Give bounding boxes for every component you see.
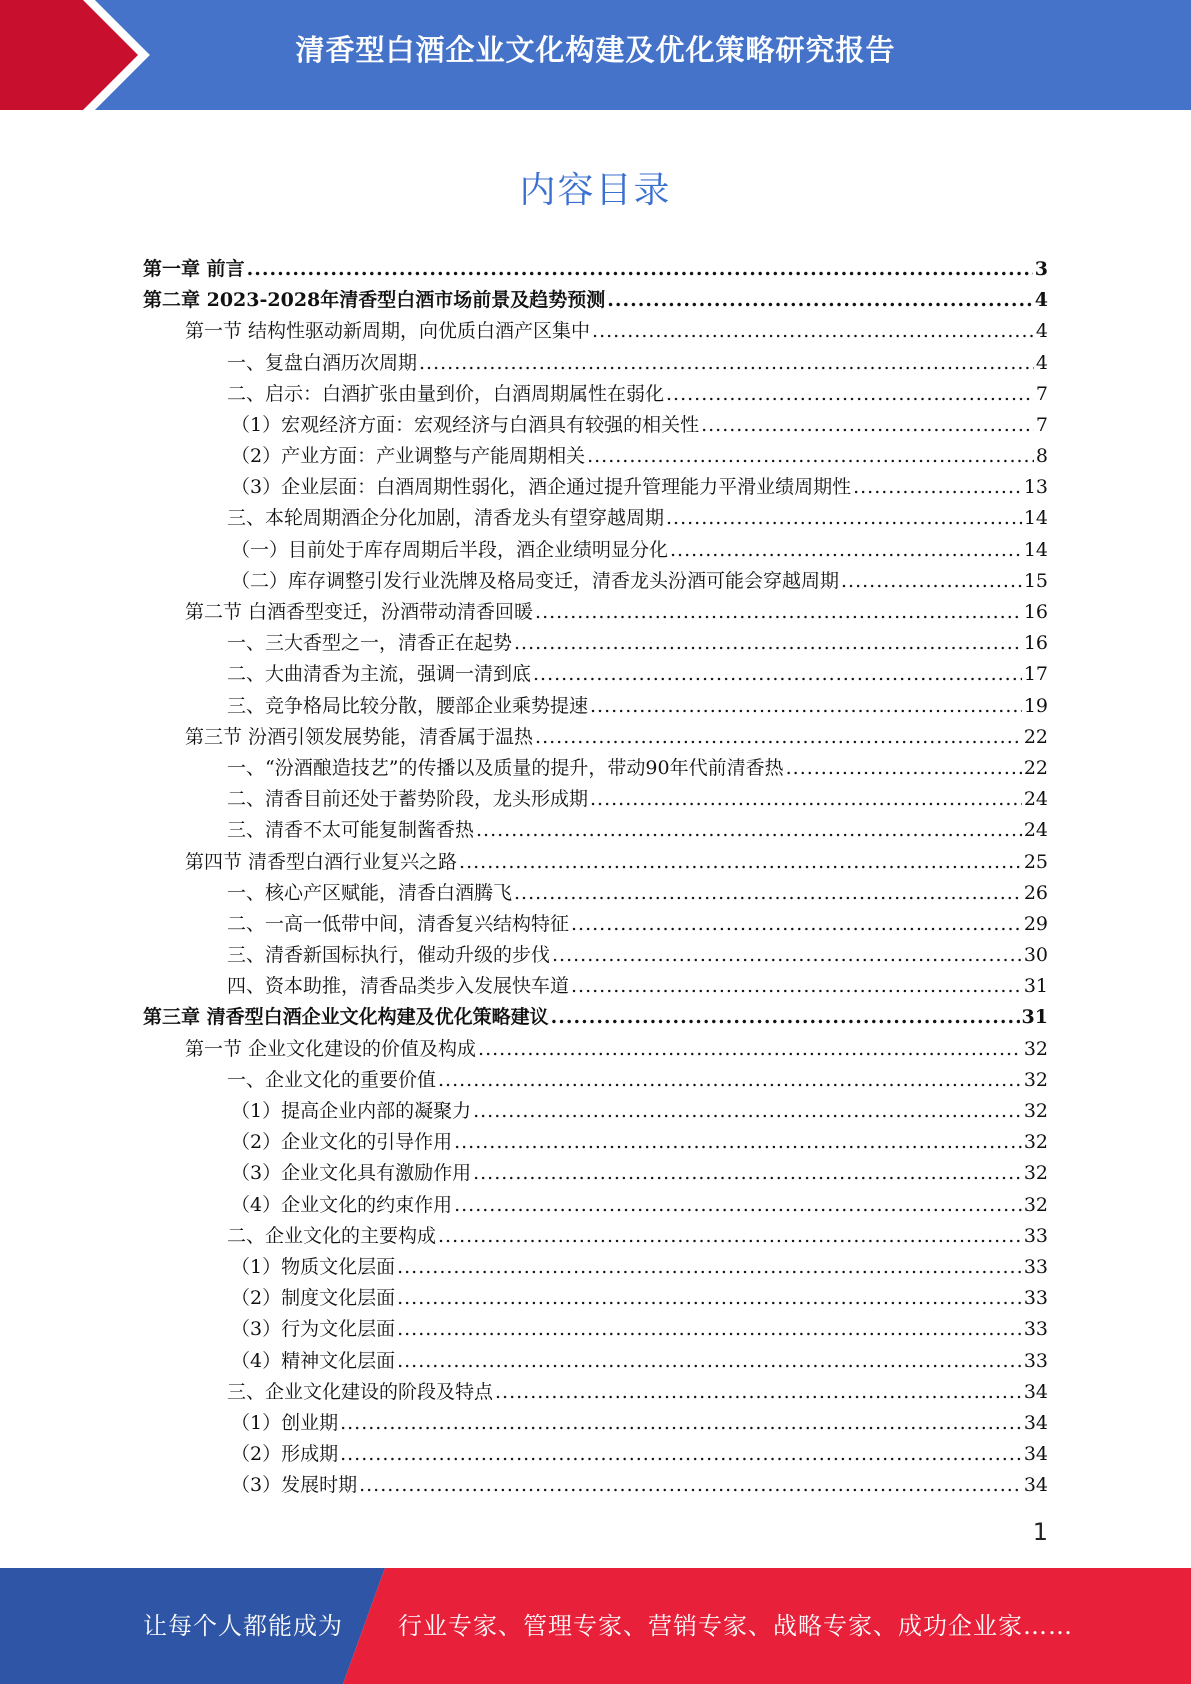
toc-entry[interactable] (143, 1283, 1048, 1314)
toc-entry-text: 二、大曲清香为主流，强调一清到底 (227, 663, 532, 686)
toc-dot-leader (666, 379, 1034, 410)
toc-entry-page: 32 (1023, 1068, 1048, 1091)
toc-dot-leader (438, 1221, 1022, 1252)
toc-entry-page: 24 (1023, 819, 1048, 842)
toc-entry-page: 32 (1023, 1193, 1048, 1216)
toc-entry-page: 32 (1023, 1100, 1048, 1123)
toc-entry-page: 31 (1021, 1006, 1048, 1029)
toc-entry-text: 第一节 企业文化建设的价值及构成 (185, 1037, 477, 1060)
toc-entry-text: 一、三大香型之一，清香正在起势 (227, 632, 513, 655)
toc-entry-text: （3）企业文化具有激励作用 (231, 1162, 472, 1185)
toc-entry-text: 一、“汾酒酿造技艺”的传播以及质量的提升，带动90年代前清香热 (227, 756, 784, 779)
toc-dot-leader (495, 1377, 1022, 1408)
toc-dot-leader (476, 815, 1022, 846)
toc-entry-text: 二、企业文化的主要构成 (227, 1224, 437, 1247)
toc-entry-page: 16 (1023, 601, 1048, 624)
toc-entry-text: 第三节 汾酒引领发展势能，清香属于温热 (185, 725, 534, 748)
toc-dot-leader (247, 254, 1033, 285)
toc-entry[interactable] (143, 472, 1048, 503)
toc-entry[interactable] (143, 1158, 1048, 1189)
toc-dot-leader (607, 285, 1033, 316)
toc-entry-text: （二）库存调整引发行业洗牌及格局变迁，清香龙头汾酒可能会穿越周期 (231, 569, 840, 592)
toc-entry-page: 25 (1023, 850, 1048, 873)
toc-entry[interactable] (143, 379, 1048, 410)
toc-entry[interactable] (143, 784, 1048, 815)
toc-entry[interactable] (143, 1346, 1048, 1377)
toc-dot-leader (592, 316, 1034, 347)
toc-dot-leader (473, 1096, 1022, 1127)
toc-dot-leader (340, 1439, 1022, 1470)
toc-dot-leader (514, 878, 1022, 909)
toc-entry[interactable] (143, 628, 1048, 659)
toc-entry[interactable] (143, 566, 1048, 597)
toc-entry-page: 29 (1023, 912, 1048, 935)
toc-entry[interactable] (143, 348, 1048, 379)
toc-entry[interactable] (143, 1065, 1048, 1096)
toc-entry[interactable] (143, 1439, 1048, 1470)
toc-dot-leader (590, 784, 1022, 815)
toc-entry-text: （1）宏观经济方面：宏观经济与白酒具有较强的相关性 (231, 413, 700, 436)
toc-entry-text: 一、核心产区赋能，清香白酒腾飞 (227, 881, 513, 904)
toc-entry-text: 二、一高一低带中间，清香复兴结构特征 (227, 912, 570, 935)
toc-entry[interactable] (143, 410, 1048, 441)
toc-entry[interactable] (143, 285, 1048, 316)
toc-dot-leader (473, 1158, 1022, 1189)
toc-entry-text: （4）精神文化层面 (231, 1349, 396, 1372)
toc-entry-page: 3 (1034, 257, 1048, 280)
toc-entry-text: （2）企业文化的引导作用 (231, 1131, 453, 1154)
toc-dot-leader (397, 1252, 1022, 1283)
table-of-contents (143, 254, 1048, 1502)
toc-entry-page: 17 (1023, 663, 1048, 686)
toc-entry[interactable] (143, 535, 1048, 566)
toc-entry-page: 31 (1023, 975, 1048, 998)
toc-title: 内容目录 (519, 170, 672, 211)
toc-entry[interactable] (143, 504, 1048, 535)
toc-entry-text: 第四节 清香型白酒行业复兴之路 (185, 850, 458, 873)
toc-entry[interactable] (143, 659, 1048, 690)
toc-dot-leader (571, 909, 1022, 940)
toc-dot-leader (571, 971, 1022, 1002)
toc-entry-page: 34 (1023, 1443, 1048, 1466)
toc-entry-page: 15 (1023, 569, 1048, 592)
toc-entry-text: 第二节 白酒香型变迁，汾酒带动清香回暖 (185, 601, 534, 624)
toc-entry-page: 7 (1035, 382, 1048, 405)
toc-entry-page: 34 (1023, 1380, 1048, 1403)
toc-entry[interactable] (143, 1221, 1048, 1252)
toc-entry[interactable] (143, 1190, 1048, 1221)
toc-dot-leader (786, 753, 1022, 784)
toc-dot-leader (670, 535, 1022, 566)
toc-entry-text: 二、启示：白酒扩张由量到价，白酒周期属性在弱化 (227, 382, 665, 405)
toc-entry-text: （1）物质文化层面 (231, 1255, 396, 1278)
toc-dot-leader (397, 1283, 1022, 1314)
toc-dot-leader (438, 1065, 1022, 1096)
toc-entry-page: 24 (1023, 788, 1048, 811)
toc-entry-page: 16 (1023, 632, 1048, 655)
toc-entry-text: （2）制度文化层面 (231, 1287, 396, 1310)
toc-dot-leader (590, 691, 1022, 722)
toc-dot-leader (397, 1346, 1022, 1377)
toc-entry[interactable] (143, 441, 1048, 472)
toc-entry[interactable] (143, 909, 1048, 940)
toc-entry[interactable] (143, 1377, 1048, 1408)
toc-dot-leader (552, 940, 1022, 971)
toc-dot-leader (666, 503, 1022, 534)
toc-entry-page: 14 (1023, 538, 1048, 561)
toc-entry-text: 一、企业文化的重要价值 (227, 1068, 437, 1091)
toc-dot-leader (454, 1127, 1022, 1158)
toc-dot-leader (514, 628, 1022, 659)
toc-entry-page: 13 (1023, 476, 1048, 499)
toc-entry-page: 32 (1023, 1162, 1048, 1185)
toc-entry[interactable] (143, 753, 1048, 784)
toc-entry[interactable] (143, 1127, 1048, 1158)
toc-dot-leader (359, 1470, 1022, 1501)
toc-entry-page: 4 (1035, 351, 1048, 374)
toc-dot-leader (853, 472, 1022, 503)
toc-entry-page: 22 (1023, 756, 1048, 779)
toc-entry-page: 34 (1023, 1411, 1048, 1434)
toc-entry[interactable] (143, 971, 1048, 1002)
footer-bar (0, 1568, 1191, 1684)
toc-entry-page: 33 (1023, 1255, 1048, 1278)
toc-entry-text: 三、本轮周期酒企分化加剧，清香龙头有望穿越周期 (227, 507, 665, 530)
toc-entry-text: 二、清香目前还处于蓄势阶段，龙头形成期 (227, 788, 589, 811)
toc-dot-leader (340, 1408, 1022, 1439)
toc-entry-page: 22 (1023, 725, 1048, 748)
page-number: 1 (1032, 1518, 1048, 1546)
toc-entry-page: 4 (1034, 289, 1048, 312)
toc-entry-text: 第二章 2023-2028年清香型白酒市场前景及趋势预测 (143, 289, 606, 312)
toc-entry-text: 第一节 结构性驱动新周期，向优质白酒产区集中 (185, 320, 591, 343)
toc-dot-leader (454, 1190, 1022, 1221)
toc-entry[interactable] (143, 254, 1048, 285)
toc-entry[interactable] (143, 1096, 1048, 1127)
toc-entry-text: 四、资本助推，清香品类步入发展快车道 (227, 975, 570, 998)
toc-entry-page: 33 (1023, 1349, 1048, 1372)
toc-entry-page: 7 (1035, 413, 1048, 436)
toc-entry-page: 14 (1023, 507, 1048, 530)
toc-entry-text: （3）行为文化层面 (231, 1318, 396, 1341)
toc-entry[interactable] (143, 1408, 1048, 1439)
toc-entry[interactable] (143, 1003, 1048, 1034)
toc-entry-page: 30 (1023, 944, 1048, 967)
toc-entry-text: （1）创业期 (231, 1411, 339, 1434)
toc-dot-leader (535, 597, 1022, 628)
toc-entry-text: （一）目前处于库存周期后半段，酒企业绩明显分化 (231, 538, 669, 561)
toc-entry-page: 33 (1023, 1224, 1048, 1247)
toc-entry[interactable] (143, 1470, 1048, 1501)
toc-entry[interactable] (143, 691, 1048, 722)
toc-entry-text: 三、企业文化建设的阶段及特点 (227, 1380, 494, 1403)
toc-entry-page: 19 (1023, 694, 1048, 717)
toc-entry-text: 三、清香不太可能复制酱香热 (227, 819, 475, 842)
toc-dot-leader (587, 441, 1034, 472)
toc-entry-page: 33 (1023, 1318, 1048, 1341)
toc-entry[interactable] (143, 847, 1048, 878)
toc-entry[interactable] (143, 597, 1048, 628)
toc-entry-text: 第三章 清香型白酒企业文化构建及优化策略建议 (143, 1006, 549, 1029)
toc-entry-text: （1）提高企业内部的凝聚力 (231, 1100, 472, 1123)
toc-dot-leader (701, 410, 1034, 441)
toc-entry[interactable] (143, 1252, 1048, 1283)
toc-entry[interactable] (143, 878, 1048, 909)
toc-dot-leader (535, 722, 1022, 753)
toc-entry-text: （2）产业方面：产业调整与产能周期相关 (231, 445, 586, 468)
toc-entry-text: （4）企业文化的约束作用 (231, 1193, 453, 1216)
toc-entry-text: 第一章 前言 (143, 257, 245, 280)
toc-entry-text: 三、竞争格局比较分散，腰部企业乘势提速 (227, 694, 589, 717)
toc-entry-page: 4 (1035, 320, 1048, 343)
toc-entry-page: 32 (1023, 1037, 1048, 1060)
toc-dot-leader (841, 566, 1022, 597)
toc-dot-leader (533, 659, 1022, 690)
toc-entry[interactable] (143, 1314, 1048, 1345)
toc-entry-page: 34 (1023, 1474, 1048, 1497)
toc-entry-text: 一、复盘白酒历次周期 (227, 351, 418, 374)
toc-entry-page: 32 (1023, 1131, 1048, 1154)
toc-entry[interactable] (143, 940, 1048, 971)
toc-dot-leader (459, 847, 1022, 878)
toc-entry[interactable] (143, 1034, 1048, 1065)
toc-entry[interactable] (143, 722, 1048, 753)
footer-slogan-right: 行业专家、管理专家、营销专家、战略专家、成功企业家…… (398, 1612, 1073, 1640)
toc-entry[interactable] (143, 815, 1048, 846)
toc-dot-leader (478, 1034, 1022, 1065)
toc-dot-leader (551, 1002, 1020, 1033)
toc-entry-page: 8 (1035, 445, 1048, 468)
toc-entry-text: （2）形成期 (231, 1443, 339, 1466)
toc-entry-text: 三、清香新国标执行，催动升级的步伐 (227, 944, 551, 967)
toc-dot-leader (419, 348, 1034, 379)
toc-dot-leader (397, 1314, 1022, 1345)
toc-entry-page: 33 (1023, 1287, 1048, 1310)
report-title: 清香型白酒企业文化构建及优化策略研究报告 (295, 33, 896, 67)
toc-entry-text: （3）发展时期 (231, 1474, 358, 1497)
header-bar (0, 0, 1191, 110)
footer-slogan-left: 让每个人都能成为 (143, 1612, 343, 1640)
toc-entry-page: 26 (1023, 881, 1048, 904)
toc-entry[interactable] (143, 316, 1048, 347)
toc-entry-text: （3）企业层面：白酒周期性弱化，酒企通过提升管理能力平滑业绩周期性 (231, 476, 852, 499)
